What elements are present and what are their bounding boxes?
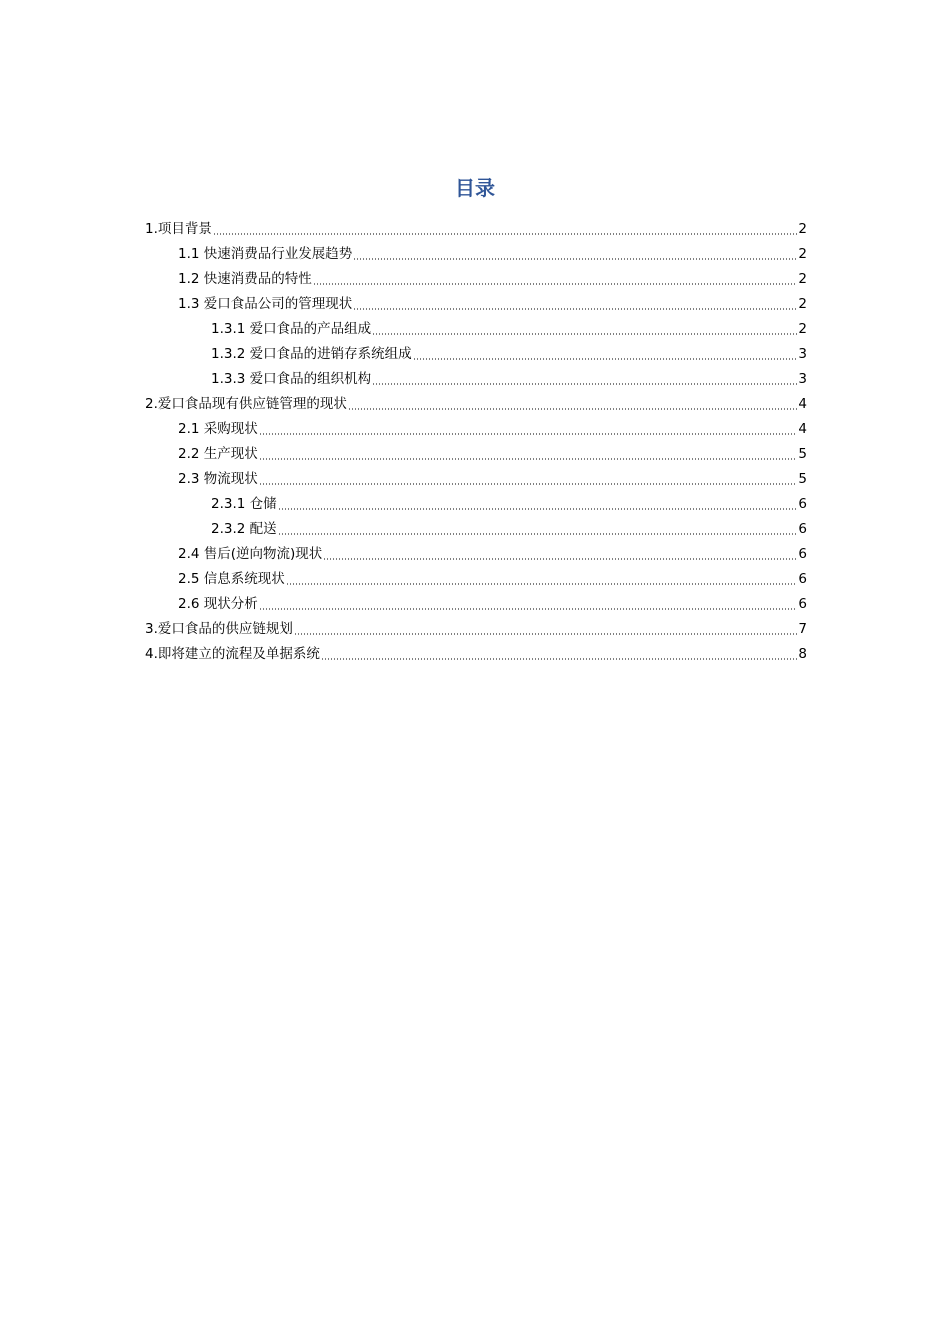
toc-entry-label: 1.1 快速消费品行业发展趋势 (178, 246, 353, 262)
toc-entry-page: 6 (798, 571, 807, 587)
dot-leader (286, 583, 798, 585)
toc-entry-label: 2.爱口食品现有供应链管理的现状 (145, 396, 347, 412)
toc-entry-label: 1.项目背景 (145, 221, 212, 237)
toc-entry[interactable] (145, 292, 807, 317)
toc-entry-label: 2.4 售后(逆向物流)现状 (178, 546, 323, 562)
toc-entry[interactable] (145, 442, 807, 467)
dot-leader (259, 433, 798, 435)
toc-entry[interactable] (145, 367, 807, 392)
toc-entry-page: 8 (798, 646, 807, 662)
toc-entry-label: 1.3 爱口食品公司的管理现状 (178, 296, 353, 312)
dot-leader (278, 508, 798, 510)
toc-entry-page: 2 (798, 321, 807, 337)
toc-entry-label: 2.1 采购现状 (178, 421, 258, 437)
toc-entry-page: 3 (798, 346, 807, 362)
toc-entry[interactable] (145, 617, 807, 642)
toc-title: 目录 (455, 176, 495, 200)
dot-leader (259, 608, 798, 610)
toc-entry-label: 1.3.1 爱口食品的产品组成 (211, 321, 372, 337)
toc-entry[interactable] (145, 642, 807, 667)
dot-leader (348, 408, 798, 410)
toc-entry-page: 6 (798, 496, 807, 512)
toc-entry-page: 5 (798, 446, 807, 462)
dot-leader (259, 458, 798, 460)
toc-entry-page: 2 (798, 296, 807, 312)
toc-entry-label: 1.3.2 爱口食品的进销存系统组成 (211, 346, 412, 362)
toc-entry-label: 2.3.2 配送 (211, 521, 277, 537)
dot-leader (278, 533, 798, 535)
toc-entry[interactable] (145, 242, 807, 267)
dot-leader (213, 233, 798, 235)
toc-entry[interactable] (145, 567, 807, 592)
dot-leader (372, 383, 797, 385)
toc-entry[interactable] (145, 542, 807, 567)
toc-entry-label: 1.2 快速消费品的特性 (178, 271, 312, 287)
dot-leader (353, 258, 797, 260)
toc-entry-label: 2.2 生产现状 (178, 446, 258, 462)
toc-entry-page: 6 (798, 546, 807, 562)
toc-entry-label: 4.即将建立的流程及单据系统 (145, 646, 320, 662)
toc-entry-page: 2 (798, 221, 807, 237)
toc-entry[interactable] (145, 467, 807, 492)
toc-entry-label: 3.爱口食品的供应链规划 (145, 621, 293, 637)
toc-entry-page: 6 (798, 521, 807, 537)
table-of-contents (145, 217, 807, 667)
toc-entry[interactable] (145, 217, 807, 242)
dot-leader (294, 633, 798, 635)
toc-entry-page: 3 (798, 371, 807, 387)
toc-entry-label: 2.6 现状分析 (178, 596, 258, 612)
toc-entry[interactable] (145, 392, 807, 417)
toc-entry-page: 7 (798, 621, 807, 637)
dot-leader (413, 358, 798, 360)
toc-entry[interactable] (145, 592, 807, 617)
toc-entry-label: 1.3.3 爱口食品的组织机构 (211, 371, 372, 387)
toc-entry-page: 4 (798, 421, 807, 437)
toc-entry-page: 4 (798, 396, 807, 412)
toc-entry-label: 2.3 物流现状 (178, 471, 258, 487)
toc-entry[interactable] (145, 417, 807, 442)
toc-entry[interactable] (145, 492, 807, 517)
dot-leader (313, 283, 798, 285)
dot-leader (353, 308, 797, 310)
toc-entry-page: 5 (798, 471, 807, 487)
toc-entry[interactable] (145, 342, 807, 367)
dot-leader (372, 333, 797, 335)
toc-entry-page: 2 (798, 246, 807, 262)
toc-entry-page: 6 (798, 596, 807, 612)
toc-entry[interactable] (145, 517, 807, 542)
dot-leader (259, 483, 798, 485)
dot-leader (323, 558, 797, 560)
dot-leader (321, 658, 798, 660)
toc-entry-label: 2.3.1 仓储 (211, 496, 277, 512)
toc-entry[interactable] (145, 267, 807, 292)
toc-entry[interactable] (145, 317, 807, 342)
toc-entry-page: 2 (798, 271, 807, 287)
toc-entry-label: 2.5 信息系统现状 (178, 571, 285, 587)
